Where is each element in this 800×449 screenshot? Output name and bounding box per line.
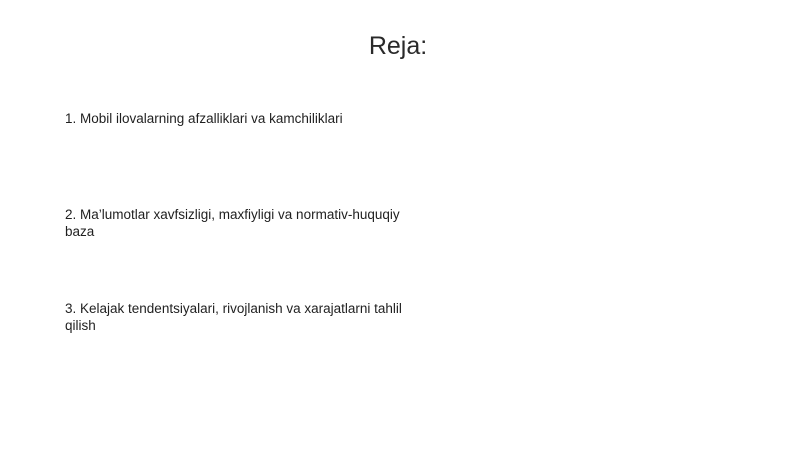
plan-item-2: 2. Ma’lumotlar xavfsizligi, maxfiyligi va normativ-huquqiy baza [65,207,400,239]
plan-item-3: 3. Kelajak tendentsiyalari, rivojlanish va xarajatlarni tahlil qilish [65,301,402,333]
slide-title: Reja: [368,32,428,60]
plan-item-1: 1. Mobil ilovalarning afzalliklari va kamchiliklari [65,111,343,126]
